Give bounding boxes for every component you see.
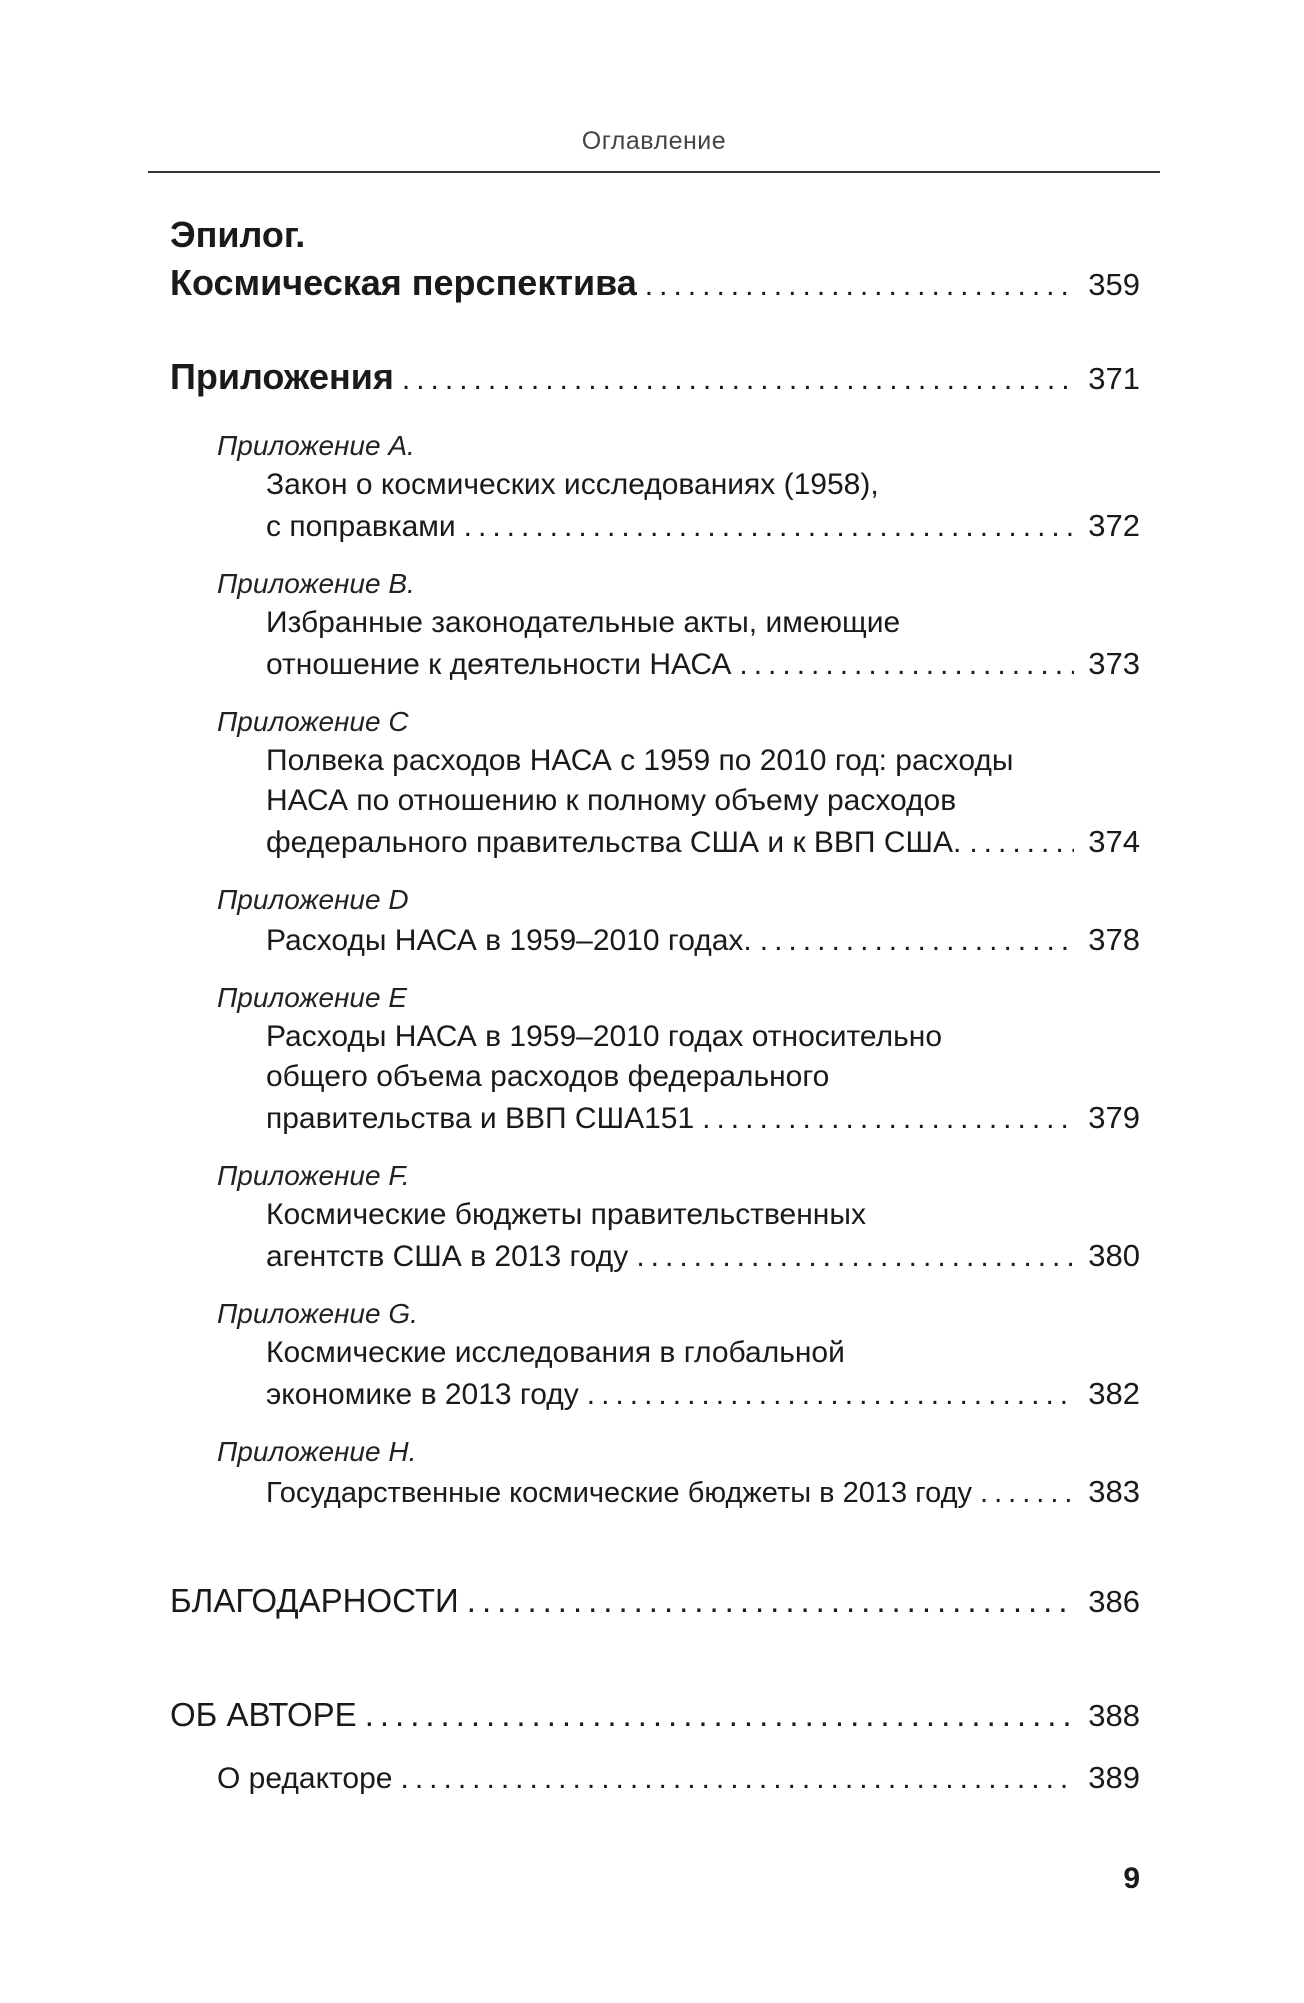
header-rule (148, 171, 1160, 173)
toc-entry-page: 388 (1088, 1698, 1140, 1733)
toc-entry-page: 374 (1088, 824, 1140, 859)
toc-entry-appendix-g[interactable] (266, 1376, 1140, 1412)
toc-entry-title: Космическая перспектива (170, 262, 637, 303)
toc-entry-page: 378 (1088, 922, 1140, 957)
toc-entry-title: экономике в 2013 году (266, 1378, 579, 1411)
toc-entry-page: 359 (1088, 267, 1140, 302)
appendix-h-label: Приложение H. (217, 1436, 417, 1467)
appendix-a-line: Закон о космических исследованиях (1958), (266, 468, 879, 501)
appendix-f-label: Приложение F. (217, 1160, 410, 1191)
dot-leader (645, 269, 1074, 303)
toc-entry-page: 379 (1088, 1100, 1140, 1135)
toc-entry-page: 372 (1088, 508, 1140, 543)
dot-leader (365, 1696, 1075, 1734)
toc-entry-title: ОБ АВТОРЕ (170, 1696, 357, 1733)
appendix-c-line-2: НАСА по отношению к полному объему расходов (266, 784, 957, 817)
appendix-f-line: Космические бюджеты правительственных (266, 1198, 866, 1231)
toc-entry-about-author[interactable] (170, 1696, 1140, 1734)
toc-entry-appendix-a[interactable] (266, 508, 1140, 544)
appendix-d-label: Приложение D (217, 884, 409, 915)
toc-entry-title: агентств США в 2013 году (266, 1240, 629, 1273)
dot-leader (464, 510, 1075, 544)
dot-leader (760, 924, 1075, 958)
toc-entry-appendix-f[interactable] (266, 1238, 1140, 1274)
appendix-e-line-2: общего объема расходов федерального (266, 1060, 830, 1093)
toc-entry-page: 380 (1088, 1238, 1140, 1273)
dot-leader (401, 1762, 1075, 1796)
appendix-e-line-1: Расходы НАСА в 1959–2010 годах относительно (266, 1020, 943, 1053)
toc-entry-page: 373 (1088, 646, 1140, 681)
toc-entry-appendices[interactable] (170, 356, 1140, 398)
dot-leader (636, 1240, 1074, 1274)
toc-entry-about-editor[interactable] (217, 1760, 1140, 1796)
toc-entry-title: О редакторе (217, 1762, 393, 1795)
toc-entry-title: с поправками (266, 510, 456, 543)
running-header: Оглавление (581, 127, 727, 155)
toc-entry-page: 371 (1088, 361, 1140, 396)
appendix-b-label: Приложение B. (217, 568, 415, 599)
toc-entry-title: БЛАГОДАРНОСТИ (170, 1582, 459, 1619)
appendix-c-label: Приложение C (217, 706, 409, 737)
dot-leader (587, 1378, 1075, 1412)
toc-entry-title: правительства и ВВП США151 (266, 1102, 695, 1135)
toc-entry-page: 383 (1088, 1474, 1140, 1509)
toc-entry-appendix-b[interactable] (266, 646, 1140, 682)
appendix-g-line: Космические исследования в глобальной (266, 1336, 845, 1369)
toc-entry-title: федерального правительства США и к ВВП США. (266, 826, 962, 859)
toc-entry-epilogue[interactable] (170, 262, 1140, 304)
dot-leader (402, 363, 1074, 397)
toc-entry-acknowledgements[interactable] (170, 1582, 1140, 1620)
dot-leader (702, 1102, 1074, 1136)
appendix-e-label: Приложение E (217, 982, 408, 1013)
toc-entry-title: Расходы НАСА в 1959–2010 годах. (266, 924, 752, 957)
toc-entry-title: Государственные космические бюджеты в 2013 году (266, 1477, 973, 1509)
toc-entry-appendix-e[interactable] (266, 1100, 1140, 1136)
toc-entry-title: Приложения (170, 356, 394, 397)
dot-leader (969, 826, 1074, 860)
toc-entry-page: 382 (1088, 1376, 1140, 1411)
dot-leader (467, 1582, 1074, 1620)
appendix-b-line: Избранные законодательные акты, имеющие (266, 606, 901, 639)
toc-entry-appendix-h[interactable] (266, 1474, 1140, 1510)
toc-entry-appendix-c[interactable] (266, 824, 1140, 860)
toc-entry-appendix-d[interactable] (266, 922, 1140, 958)
appendix-g-label: Приложение G. (217, 1298, 418, 1329)
toc-entry-page: 386 (1088, 1584, 1140, 1619)
dot-leader (739, 648, 1074, 682)
dot-leader (980, 1477, 1074, 1510)
toc-entry-page: 389 (1088, 1760, 1140, 1795)
appendix-c-line-1: Полвека расходов НАСА с 1959 по 2010 год: расходы (266, 744, 1014, 777)
toc-entry-title: отношение к деятельности НАСА (266, 648, 732, 681)
page-number: 9 (1123, 1862, 1140, 1895)
toc-epilogue-label[interactable]: Эпилог. (170, 214, 306, 255)
appendix-a-label: Приложение A. (217, 430, 415, 461)
